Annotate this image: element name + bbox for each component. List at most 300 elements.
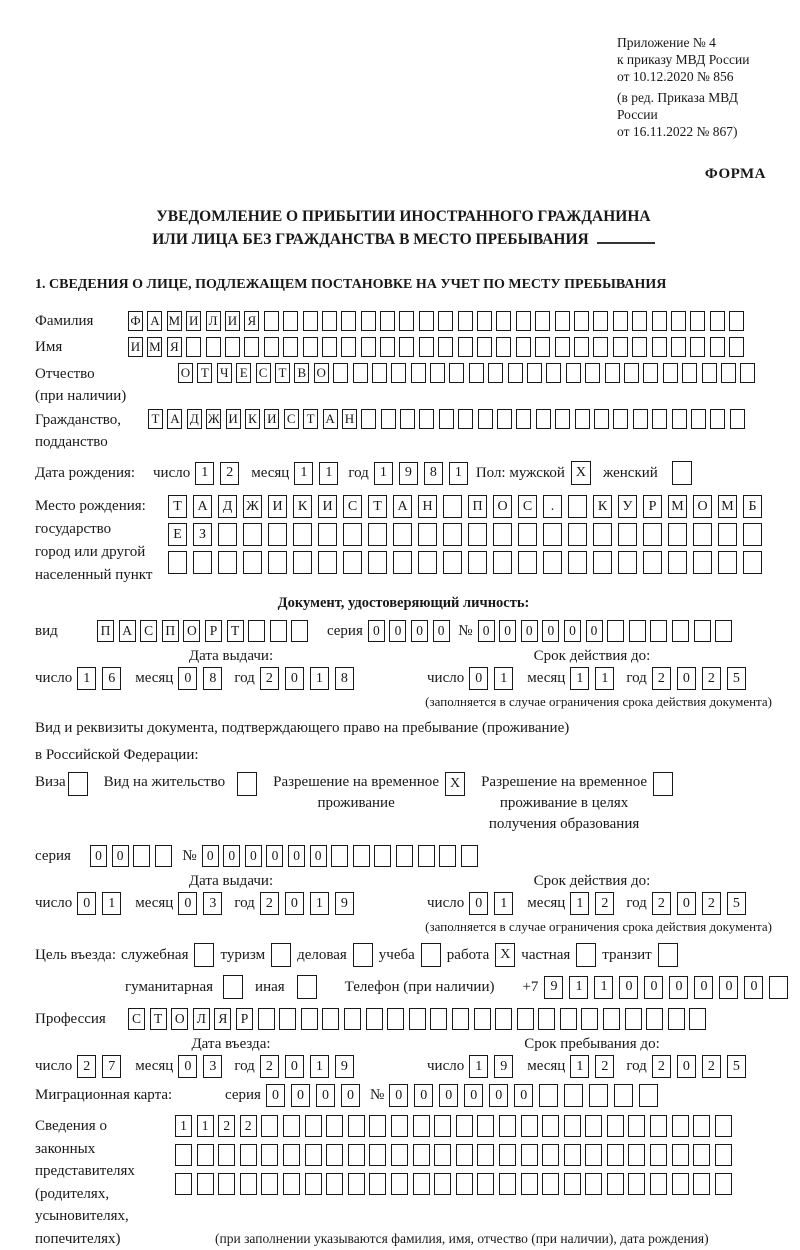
form-cell[interactable] (326, 1173, 343, 1195)
form-cell[interactable] (411, 363, 426, 383)
form-cell[interactable] (496, 337, 511, 357)
form-cell[interactable] (721, 363, 736, 383)
form-cell[interactable]: Д (218, 495, 237, 518)
form-cell[interactable] (244, 337, 259, 357)
form-cell[interactable] (538, 1008, 555, 1030)
patronymic-input[interactable] (178, 363, 760, 383)
form-cell[interactable] (418, 551, 437, 574)
form-cell[interactable] (399, 337, 414, 357)
form-cell[interactable]: 0 (433, 620, 450, 642)
form-cell[interactable]: 0 (178, 892, 197, 915)
form-cell[interactable]: А (167, 409, 182, 429)
stay-day[interactable] (469, 1055, 519, 1078)
form-cell[interactable] (322, 337, 337, 357)
form-cell[interactable] (535, 337, 550, 357)
form-cell[interactable]: 8 (424, 462, 443, 485)
form-cell[interactable]: С (343, 495, 362, 518)
form-cell[interactable]: 0 (178, 667, 197, 690)
entry-year[interactable] (260, 1055, 360, 1078)
form-cell[interactable] (543, 551, 562, 574)
form-cell[interactable] (671, 311, 686, 331)
form-cell[interactable] (303, 311, 318, 331)
form-cell[interactable] (566, 363, 581, 383)
form-cell[interactable] (380, 337, 395, 357)
form-cell[interactable] (543, 523, 562, 546)
form-cell[interactable] (499, 1115, 516, 1137)
form-cell[interactable]: 9 (399, 462, 418, 485)
form-cell[interactable] (333, 363, 348, 383)
form-cell[interactable]: К (593, 495, 612, 518)
form-cell[interactable] (560, 1008, 577, 1030)
form-cell[interactable] (646, 1008, 663, 1030)
form-cell[interactable] (264, 311, 279, 331)
form-cell[interactable] (715, 1173, 732, 1195)
form-cell[interactable]: 1 (77, 667, 96, 690)
birth-day-input[interactable] (195, 462, 245, 485)
form-cell[interactable] (430, 1008, 447, 1030)
form-cell[interactable]: Е (236, 363, 251, 383)
profession-input[interactable] (128, 1008, 711, 1030)
form-cell[interactable] (564, 1084, 583, 1107)
form-cell[interactable] (391, 363, 406, 383)
form-cell[interactable] (240, 1173, 257, 1195)
form-cell[interactable]: К (245, 409, 260, 429)
form-cell[interactable]: О (171, 1008, 188, 1030)
form-cell[interactable] (434, 1173, 451, 1195)
firstname-input[interactable] (128, 337, 749, 357)
form-cell[interactable]: Л (206, 311, 221, 331)
form-cell[interactable] (443, 495, 462, 518)
form-cell[interactable]: 0 (389, 620, 406, 642)
form-cell[interactable]: 6 (102, 667, 121, 690)
form-cell[interactable]: Я (244, 311, 259, 331)
form-cell[interactable] (743, 523, 762, 546)
form-cell[interactable] (396, 845, 413, 867)
form-cell[interactable] (344, 1008, 361, 1030)
form-cell[interactable]: 2 (652, 667, 671, 690)
form-cell[interactable]: А (393, 495, 412, 518)
form-cell[interactable]: 1 (569, 976, 588, 999)
form-cell[interactable] (419, 409, 434, 429)
form-cell[interactable]: Т (227, 620, 244, 642)
form-cell[interactable] (218, 523, 237, 546)
form-cell[interactable] (474, 1008, 491, 1030)
form-cell[interactable]: 0 (469, 667, 488, 690)
form-cell[interactable] (585, 1115, 602, 1137)
form-cell[interactable] (614, 1084, 633, 1107)
form-cell[interactable]: 1 (570, 667, 589, 690)
form-cell[interactable] (593, 551, 612, 574)
form-cell[interactable]: П (468, 495, 487, 518)
form-cell[interactable]: А (193, 495, 212, 518)
form-cell[interactable] (575, 409, 590, 429)
form-cell[interactable]: 9 (544, 976, 563, 999)
form-cell[interactable] (518, 551, 537, 574)
form-cell[interactable]: З (193, 523, 212, 546)
form-cell[interactable]: 0 (77, 892, 96, 915)
form-cell[interactable] (650, 1173, 667, 1195)
form-cell[interactable]: 0 (368, 620, 385, 642)
form-cell[interactable] (618, 523, 637, 546)
doc-expiry-year[interactable] (652, 667, 752, 690)
form-cell[interactable] (193, 551, 212, 574)
form-cell[interactable] (305, 1115, 322, 1137)
form-cell[interactable]: 1 (310, 892, 329, 915)
permit-expiry-day[interactable] (469, 892, 519, 915)
form-cell[interactable] (518, 523, 537, 546)
form-cell[interactable] (643, 523, 662, 546)
form-cell[interactable] (663, 363, 678, 383)
form-cell[interactable] (348, 1115, 365, 1137)
form-cell[interactable]: 0 (514, 1084, 533, 1107)
form-cell[interactable]: 1 (310, 667, 329, 690)
rvp-education-checkbox[interactable] (653, 772, 673, 796)
form-cell[interactable] (743, 551, 762, 574)
form-cell[interactable]: И (226, 409, 241, 429)
sex-female-checkbox[interactable] (672, 461, 692, 485)
purpose-private-checkbox[interactable] (576, 943, 596, 967)
form-cell[interactable] (607, 1173, 624, 1195)
form-cell[interactable] (517, 1008, 534, 1030)
form-cell[interactable] (652, 409, 667, 429)
form-cell[interactable]: И (128, 337, 143, 357)
form-cell[interactable]: 2 (260, 667, 279, 690)
form-cell[interactable] (305, 1173, 322, 1195)
entry-day[interactable] (77, 1055, 127, 1078)
form-cell[interactable] (643, 551, 662, 574)
permit-issue-day[interactable] (77, 892, 127, 915)
form-cell[interactable] (516, 337, 531, 357)
form-cell[interactable] (413, 1115, 430, 1137)
form-cell[interactable] (672, 620, 689, 642)
form-cell[interactable]: 0 (677, 667, 696, 690)
form-cell[interactable] (343, 551, 362, 574)
form-cell[interactable]: 0 (291, 1084, 310, 1107)
form-cell[interactable] (393, 523, 412, 546)
form-cell[interactable] (632, 311, 647, 331)
form-cell[interactable] (261, 1115, 278, 1137)
form-cell[interactable]: Ч (217, 363, 232, 383)
form-cell[interactable]: 2 (260, 892, 279, 915)
form-cell[interactable] (418, 845, 435, 867)
form-cell[interactable]: 0 (478, 620, 495, 642)
form-cell[interactable]: 8 (203, 667, 222, 690)
form-cell[interactable]: И (318, 495, 337, 518)
form-cell[interactable]: 0 (521, 620, 538, 642)
form-cell[interactable] (607, 1115, 624, 1137)
form-cell[interactable] (613, 311, 628, 331)
birthplace-input-row1[interactable] (168, 495, 768, 518)
form-cell[interactable] (605, 363, 620, 383)
sex-male-checkbox[interactable]: X (571, 461, 591, 485)
form-cell[interactable] (458, 337, 473, 357)
form-cell[interactable]: 1 (294, 462, 313, 485)
form-cell[interactable] (628, 1173, 645, 1195)
form-cell[interactable] (291, 620, 308, 642)
purpose-study-checkbox[interactable] (421, 943, 441, 967)
form-cell[interactable]: 0 (316, 1084, 335, 1107)
form-cell[interactable] (613, 409, 628, 429)
form-cell[interactable] (264, 337, 279, 357)
form-cell[interactable] (283, 1115, 300, 1137)
form-cell[interactable]: А (119, 620, 136, 642)
form-cell[interactable] (381, 409, 396, 429)
form-cell[interactable] (353, 363, 368, 383)
form-cell[interactable] (594, 409, 609, 429)
form-cell[interactable]: О (178, 363, 193, 383)
form-cell[interactable] (629, 620, 646, 642)
form-cell[interactable] (283, 311, 298, 331)
form-cell[interactable] (477, 337, 492, 357)
form-cell[interactable]: 0 (644, 976, 663, 999)
form-cell[interactable] (452, 1008, 469, 1030)
form-cell[interactable] (625, 1008, 642, 1030)
form-cell[interactable] (536, 409, 551, 429)
form-cell[interactable]: 2 (240, 1115, 257, 1137)
form-cell[interactable] (690, 337, 705, 357)
form-cell[interactable]: С (140, 620, 157, 642)
form-cell[interactable] (369, 1115, 386, 1137)
form-cell[interactable]: Т (197, 363, 212, 383)
form-cell[interactable] (632, 337, 647, 357)
form-cell[interactable] (690, 311, 705, 331)
form-cell[interactable] (493, 523, 512, 546)
form-cell[interactable] (693, 523, 712, 546)
migration-number-input[interactable] (389, 1084, 664, 1107)
form-cell[interactable] (218, 551, 237, 574)
permit-series-input[interactable] (90, 845, 176, 867)
purpose-humanitarian-checkbox[interactable] (223, 975, 243, 999)
form-cell[interactable]: М (147, 337, 162, 357)
form-cell[interactable]: Т (168, 495, 187, 518)
form-cell[interactable] (542, 1115, 559, 1137)
purpose-work-checkbox[interactable]: X (495, 943, 515, 967)
form-cell[interactable] (430, 363, 445, 383)
form-cell[interactable]: 2 (702, 667, 721, 690)
form-cell[interactable]: 9 (335, 892, 354, 915)
form-cell[interactable]: Б (743, 495, 762, 518)
form-cell[interactable] (652, 337, 667, 357)
entry-month[interactable] (178, 1055, 228, 1078)
form-cell[interactable] (391, 1115, 408, 1137)
birth-month-input[interactable] (294, 462, 344, 485)
form-cell[interactable]: Д (187, 409, 202, 429)
form-cell[interactable] (496, 311, 511, 331)
form-cell[interactable] (581, 1008, 598, 1030)
form-cell[interactable] (607, 620, 624, 642)
form-cell[interactable]: 1 (469, 1055, 488, 1078)
form-cell[interactable]: Т (275, 363, 290, 383)
birthplace-input-row2[interactable] (168, 523, 768, 546)
citizenship-input[interactable] (148, 409, 749, 429)
form-cell[interactable] (331, 845, 348, 867)
form-cell[interactable]: И (268, 495, 287, 518)
form-cell[interactable] (593, 523, 612, 546)
form-cell[interactable] (419, 311, 434, 331)
form-cell[interactable]: 0 (586, 620, 603, 642)
form-cell[interactable]: 3 (203, 1055, 222, 1078)
form-cell[interactable] (369, 1173, 386, 1195)
form-cell[interactable] (603, 1008, 620, 1030)
form-cell[interactable] (589, 1084, 608, 1107)
form-cell[interactable] (668, 1008, 685, 1030)
form-cell[interactable]: 0 (245, 845, 262, 867)
form-cell[interactable] (568, 495, 587, 518)
form-cell[interactable] (672, 1173, 689, 1195)
form-cell[interactable]: 0 (288, 845, 305, 867)
form-cell[interactable] (477, 311, 492, 331)
form-cell[interactable] (613, 337, 628, 357)
form-cell[interactable]: 5 (727, 1055, 746, 1078)
form-cell[interactable] (729, 337, 744, 357)
form-cell[interactable] (650, 1115, 667, 1137)
form-cell[interactable]: И (225, 311, 240, 331)
form-cell[interactable] (368, 523, 387, 546)
form-cell[interactable]: 0 (669, 976, 688, 999)
form-cell[interactable] (343, 523, 362, 546)
form-cell[interactable]: Т (303, 409, 318, 429)
form-cell[interactable] (718, 523, 737, 546)
form-cell[interactable] (672, 409, 687, 429)
birth-year-input[interactable] (374, 462, 474, 485)
form-cell[interactable]: 8 (335, 667, 354, 690)
form-cell[interactable]: 1 (570, 892, 589, 915)
form-cell[interactable]: М (718, 495, 737, 518)
form-cell[interactable] (449, 363, 464, 383)
form-cell[interactable] (303, 337, 318, 357)
form-cell[interactable]: 1 (310, 1055, 329, 1078)
form-cell[interactable] (439, 409, 454, 429)
form-cell[interactable]: О (693, 495, 712, 518)
form-cell[interactable] (729, 311, 744, 331)
form-cell[interactable]: 9 (494, 1055, 513, 1078)
form-cell[interactable]: 0 (439, 1084, 458, 1107)
form-cell[interactable] (555, 409, 570, 429)
form-cell[interactable]: 5 (727, 892, 746, 915)
form-cell[interactable]: 0 (411, 620, 428, 642)
form-cell[interactable]: Т (148, 409, 163, 429)
form-cell[interactable] (419, 337, 434, 357)
form-cell[interactable]: 1 (494, 892, 513, 915)
form-cell[interactable]: 0 (285, 1055, 304, 1078)
form-cell[interactable]: Я (167, 337, 182, 357)
form-cell[interactable]: М (668, 495, 687, 518)
representatives-input-row1[interactable] (175, 1115, 736, 1137)
form-cell[interactable] (301, 1008, 318, 1030)
form-cell[interactable] (555, 311, 570, 331)
form-cell[interactable]: 9 (335, 1055, 354, 1078)
form-cell[interactable] (693, 551, 712, 574)
form-cell[interactable] (225, 337, 240, 357)
form-cell[interactable] (318, 523, 337, 546)
form-cell[interactable]: О (183, 620, 200, 642)
form-cell[interactable] (279, 1008, 296, 1030)
form-cell[interactable] (702, 363, 717, 383)
form-cell[interactable] (477, 1173, 494, 1195)
form-cell[interactable]: 1 (374, 462, 393, 485)
form-cell[interactable] (456, 1173, 473, 1195)
form-cell[interactable] (456, 1115, 473, 1137)
form-cell[interactable]: 0 (285, 667, 304, 690)
form-cell[interactable] (206, 337, 221, 357)
stay-month[interactable] (570, 1055, 620, 1078)
purpose-tourism-checkbox[interactable] (271, 943, 291, 967)
form-cell[interactable]: 0 (677, 1055, 696, 1078)
form-cell[interactable]: Р (643, 495, 662, 518)
form-cell[interactable] (710, 311, 725, 331)
form-cell[interactable]: С (128, 1008, 145, 1030)
form-cell[interactable]: 0 (499, 620, 516, 642)
form-cell[interactable] (539, 1084, 558, 1107)
form-cell[interactable] (652, 311, 667, 331)
doc-type-input[interactable] (97, 620, 313, 642)
form-cell[interactable] (568, 551, 587, 574)
form-cell[interactable] (555, 337, 570, 357)
form-cell[interactable]: 1 (570, 1055, 589, 1078)
visa-checkbox[interactable] (68, 772, 88, 796)
form-cell[interactable] (521, 1115, 538, 1137)
form-cell[interactable]: 0 (202, 845, 219, 867)
form-cell[interactable]: П (97, 620, 114, 642)
form-cell[interactable] (715, 1115, 732, 1137)
form-cell[interactable]: 2 (77, 1055, 96, 1078)
form-cell[interactable] (391, 1173, 408, 1195)
form-cell[interactable] (564, 1115, 581, 1137)
form-cell[interactable] (361, 311, 376, 331)
form-cell[interactable] (341, 311, 356, 331)
form-cell[interactable]: 2 (652, 892, 671, 915)
form-cell[interactable] (413, 1173, 430, 1195)
form-cell[interactable]: И (264, 409, 279, 429)
form-cell[interactable] (438, 337, 453, 357)
form-cell[interactable] (542, 1173, 559, 1195)
form-cell[interactable]: Р (236, 1008, 253, 1030)
form-cell[interactable]: 2 (595, 1055, 614, 1078)
form-cell[interactable] (633, 409, 648, 429)
form-cell[interactable]: 0 (266, 845, 283, 867)
form-cell[interactable]: 0 (341, 1084, 360, 1107)
form-cell[interactable] (461, 845, 478, 867)
form-cell[interactable]: А (323, 409, 338, 429)
form-cell[interactable] (568, 523, 587, 546)
surname-input[interactable] (128, 311, 749, 331)
form-cell[interactable]: 0 (310, 845, 327, 867)
form-cell[interactable] (516, 311, 531, 331)
form-cell[interactable] (438, 311, 453, 331)
form-cell[interactable]: 3 (203, 892, 222, 915)
form-cell[interactable]: 2 (595, 892, 614, 915)
form-cell[interactable] (400, 409, 415, 429)
doc-expiry-month[interactable] (570, 667, 620, 690)
form-cell[interactable]: 0 (677, 892, 696, 915)
form-cell[interactable]: 1 (319, 462, 338, 485)
form-cell[interactable] (393, 551, 412, 574)
form-cell[interactable] (478, 409, 493, 429)
form-cell[interactable]: Ф (128, 311, 143, 331)
form-cell[interactable] (650, 620, 667, 642)
form-cell[interactable] (585, 363, 600, 383)
doc-issue-month[interactable] (178, 667, 228, 690)
form-cell[interactable]: 2 (260, 1055, 279, 1078)
form-cell[interactable] (368, 551, 387, 574)
form-cell[interactable]: П (162, 620, 179, 642)
form-cell[interactable] (497, 409, 512, 429)
form-cell[interactable] (516, 409, 531, 429)
form-cell[interactable] (243, 523, 262, 546)
form-cell[interactable] (439, 845, 456, 867)
form-cell[interactable] (270, 620, 287, 642)
form-cell[interactable] (769, 976, 788, 999)
